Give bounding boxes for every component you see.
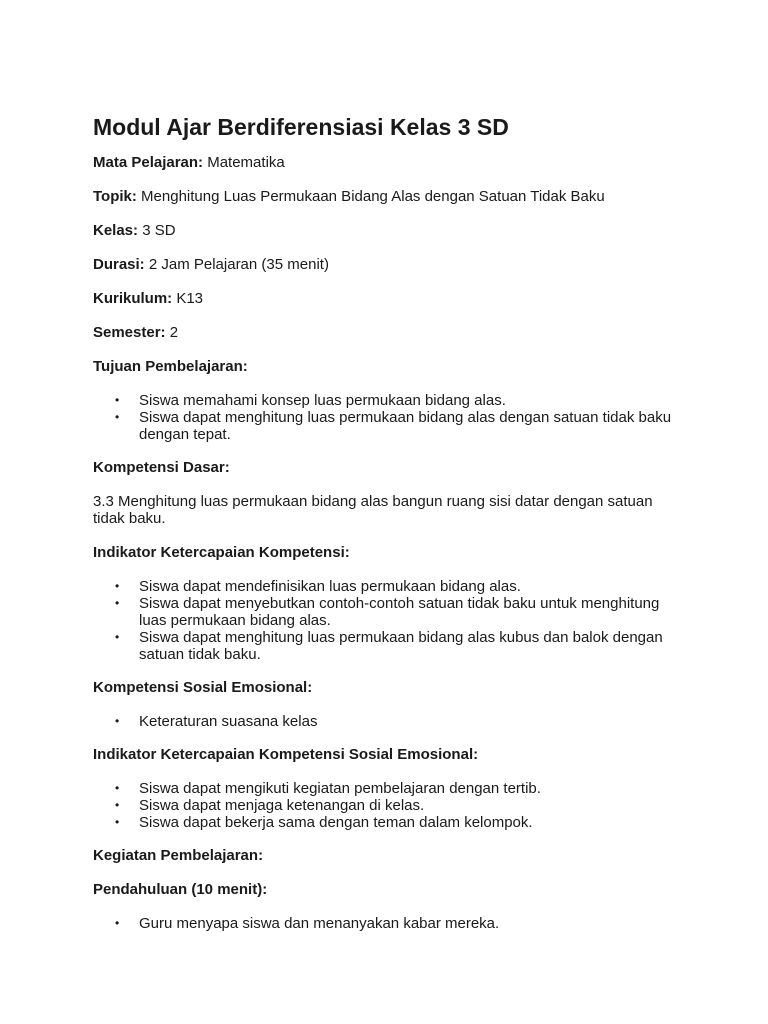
list-item: • Siswa dapat mengikuti kegiatan pembelajaran dengan tertib.: [115, 780, 541, 797]
heading-tujuan: Tujuan Pembelajaran:: [93, 358, 248, 375]
list-indikator-kse: [93, 780, 678, 831]
list-item: • Siswa dapat menghitung luas permukaan bidang alas kubus dan balok dengan satuan tidak baku.: [115, 629, 663, 663]
field-kurikulum: [93, 290, 678, 307]
document-title: Modul Ajar Berdiferensiasi Kelas 3 SD: [93, 114, 509, 140]
bullet-icon: •: [115, 579, 120, 593]
bullet-icon: •: [115, 630, 120, 644]
list-item: • Siswa dapat menyebutkan contoh-contoh satuan tidak baku untuk menghitung luas permukaan bidang alas.: [115, 595, 660, 629]
bullet-icon: •: [115, 781, 120, 795]
field-label: Topik:: [93, 188, 137, 205]
heading-kompetensi-dasar: Kompetensi Dasar:: [93, 459, 230, 476]
field-label: Kurikulum:: [93, 290, 173, 307]
field-semester: [93, 324, 678, 341]
field-topik: [93, 188, 678, 205]
list-item: • Siswa memahami konsep luas permukaan bidang alas.: [115, 392, 506, 409]
bullet-icon: •: [115, 596, 120, 610]
heading-indikator-kse: Indikator Ketercapaian Kompetensi Sosial Emosional:: [93, 746, 479, 763]
bullet-icon: •: [115, 410, 120, 424]
bullet-icon: •: [115, 815, 120, 829]
field-value: K13: [172, 290, 204, 307]
field-mata-pelajaran: [93, 154, 678, 171]
list-indikator: [93, 578, 678, 663]
kompetensi-dasar-text: 3.3 Menghitung luas permukaan bidang alas bangun ruang sisi datar dengan satuan tidak baku.: [93, 493, 653, 527]
heading-pendahuluan: Pendahuluan (10 menit):: [93, 881, 268, 898]
list-pendahuluan: [93, 915, 678, 932]
list-item: • Guru menyapa siswa dan menanyakan kabar mereka.: [115, 915, 500, 932]
list-tujuan: [93, 392, 678, 443]
field-value: 3 SD: [138, 222, 176, 239]
field-value: 2 Jam Pelajaran (35 menit): [144, 256, 329, 273]
list-item: • Siswa dapat menjaga ketenangan di kelas.: [115, 797, 425, 814]
field-label: Semester:: [93, 324, 166, 341]
list-item: • Siswa dapat bekerja sama dengan teman dalam kelompok.: [115, 814, 533, 831]
list-item: • Siswa dapat mendefinisikan luas permukaan bidang alas.: [115, 578, 521, 595]
bullet-icon: •: [115, 714, 120, 728]
field-label: Mata Pelajaran:: [93, 154, 204, 171]
field-value: 2: [165, 324, 179, 341]
heading-indikator: Indikator Ketercapaian Kompetensi:: [93, 544, 350, 561]
list-item: • Keteraturan suasana kelas: [115, 713, 318, 730]
field-label: Durasi:: [93, 256, 145, 273]
field-label: Kelas:: [93, 222, 139, 239]
list-kse: [93, 713, 678, 730]
bullet-icon: •: [115, 798, 120, 812]
field-value: Menghitung Luas Permukaan Bidang Alas dengan Satuan Tidak Baku: [136, 188, 605, 205]
heading-kse: Kompetensi Sosial Emosional:: [93, 679, 313, 696]
field-durasi: [93, 256, 678, 273]
bullet-icon: •: [115, 916, 120, 930]
list-item: • Siswa dapat menghitung luas permukaan bidang alas dengan satuan tidak baku dengan tepat.: [115, 409, 672, 443]
field-value: Matematika: [203, 154, 285, 171]
field-kelas: [93, 222, 678, 239]
bullet-icon: •: [115, 393, 120, 407]
heading-kegiatan: Kegiatan Pembelajaran:: [93, 847, 264, 864]
